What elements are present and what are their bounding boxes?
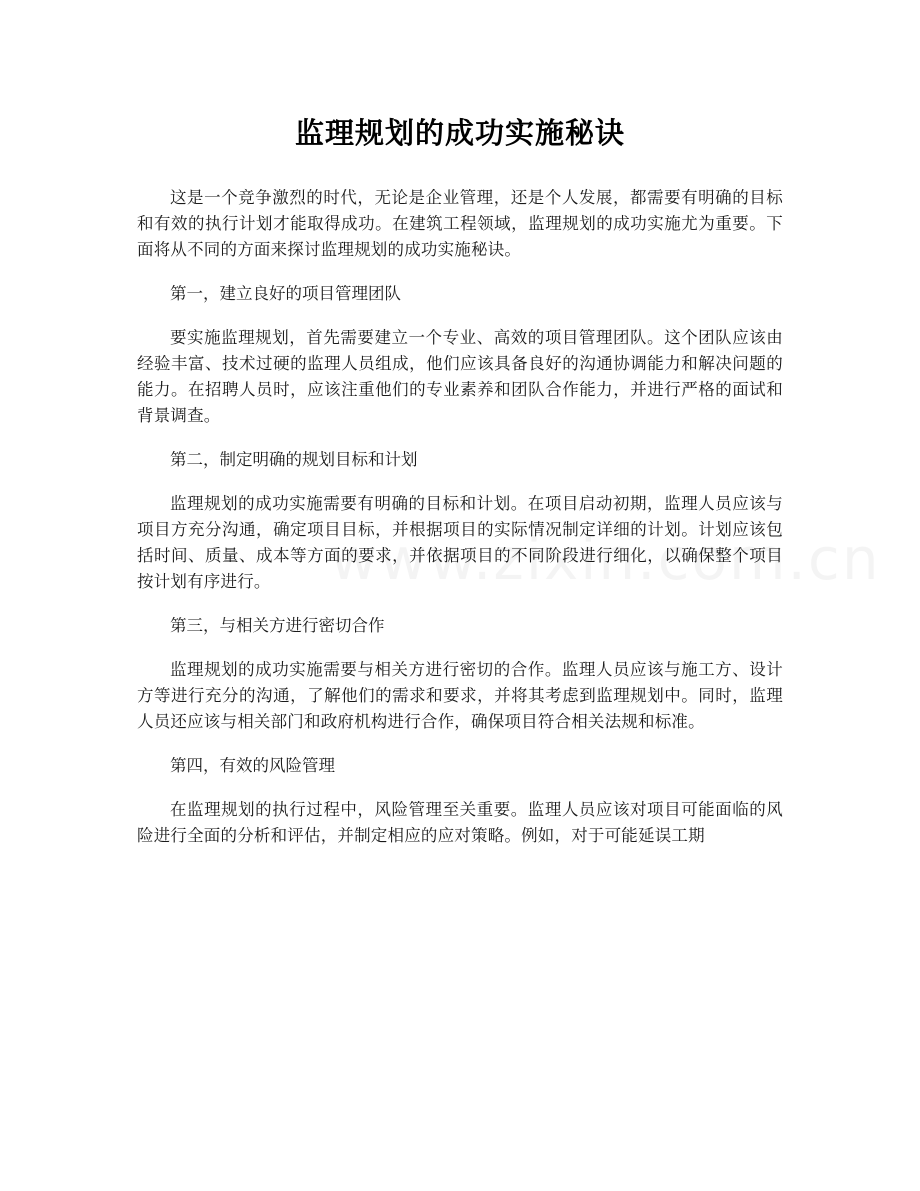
document-title: 监理规划的成功实施秘诀 <box>294 116 625 150</box>
intro-paragraph: 这是一个竞争激烈的时代，无论是企业管理，还是个人发展，都需要有明确的目标和有效的执行计划才能取得成功。在建筑工程领域，监理规划的成功实施尤为重要。下面将从不同的方面来探讨监理规划的成功实施秘诀。 <box>137 188 783 259</box>
section-heading-3: 第三，与相关方进行密切合作 <box>170 616 385 635</box>
section-paragraph-3: 监理规划的成功实施需要与相关方进行密切的合作。监理人员应该与施工方、设计方等进行充分的沟通，了解他们的需求和要求，并将其考虑到监理规划中。同时，监理人员还应该与相关部门和政府机构进行合作，确保项目符合相关法规和标准。 <box>137 660 783 731</box>
section-heading-4: 第四，有效的风险管理 <box>170 756 335 775</box>
section-heading-1: 第一，建立良好的项目管理团队 <box>170 284 401 303</box>
section-heading-2: 第二，制定明确的规划目标和计划 <box>170 450 418 469</box>
section-paragraph-4: 在监理规划的执行过程中，风险管理至关重要。监理人员应该对项目可能面临的风险进行全面的分析和评估，并制定相应的应对策略。例如，对于可能延误工期 <box>137 800 783 845</box>
section-paragraph-2: 监理规划的成功实施需要有明确的目标和计划。在项目启动初期，监理人员应该与项目方充分沟通，确定项目目标，并根据项目的实际情况制定详细的计划。计划应该包括时间、质量、成本等方面的要求，并依据项目的不同阶段进行细化，以确保整个项目按计划有序进行。 <box>137 494 783 591</box>
document-body <box>137 185 783 849</box>
section-paragraph-1: 要实施监理规划，首先需要建立一个专业、高效的项目管理团队。这个团队应该由经验丰富、技术过硬的监理人员组成，他们应该具备良好的沟通协调能力和解决问题的能力。在招聘人员时，应该注重他们的专业素养和团队合作能力，并进行严格的面试和背景调查。 <box>137 328 783 425</box>
